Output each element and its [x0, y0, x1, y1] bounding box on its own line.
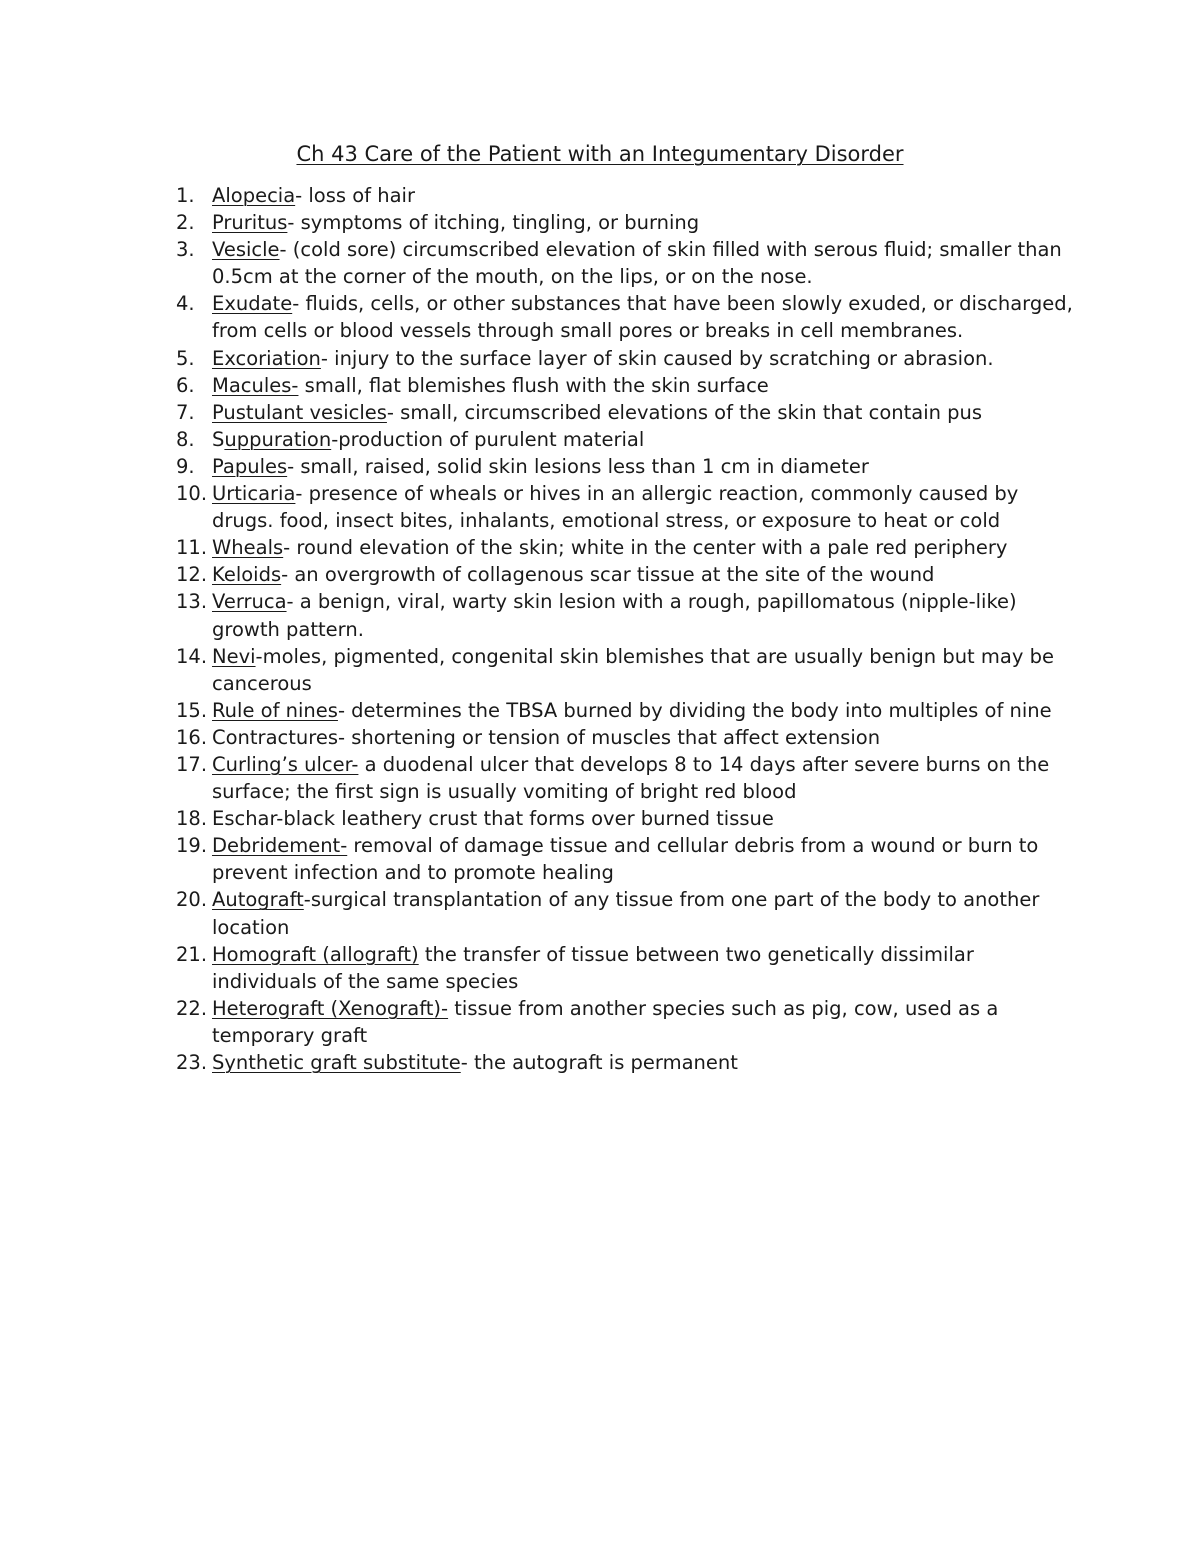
list-item: [176, 751, 1076, 805]
item-number: 11.: [176, 536, 208, 560]
term-text: Alopecia: [212, 184, 296, 207]
list-item: [176, 399, 1076, 426]
list-item: [176, 995, 1076, 1049]
term-text: Homograft (allograft): [212, 942, 419, 966]
term-text: Urticaria: [212, 482, 296, 506]
definition-text: - (cold sore) circumscribed elevation of skin filled with serous fluid; smaller than 0.5cm at the corner of the mouth, on the lips, or on the nose.: [212, 238, 1062, 289]
list-item: [176, 886, 1076, 940]
definition-text: -surgical transplantation of any tissue from one part of the body to another location: [212, 888, 1040, 939]
term-text: Synthetic graft substitute: [212, 1051, 461, 1074]
item-number: 15.: [176, 698, 208, 722]
item-number: 17.: [176, 752, 208, 776]
definition-text: - injury to the surface layer of skin caused by scratching or abrasion.: [320, 346, 994, 370]
item-number: 10.: [176, 482, 208, 506]
list-item: [176, 534, 1076, 561]
term-text: Wheals: [212, 536, 284, 560]
term-text: Nevi: [212, 644, 256, 668]
item-number: 18.: [176, 807, 208, 831]
term-text: Pruritus: [212, 211, 288, 235]
term-text: Rule of nines: [212, 698, 338, 722]
item-number: 20.: [176, 888, 208, 912]
item-number: 14.: [176, 644, 208, 668]
item-number: 7.: [176, 400, 195, 424]
definition-text: a duodenal ulcer that develops 8 to 14 days after severe burns on the surface; the first sign is usually vomiting of bright red blood: [212, 752, 1050, 804]
definition-text: the transfer of tissue between two genetically dissimilar individuals of the same species: [212, 942, 974, 993]
definition-text: - round elevation of the skin; white in the center with a pale red periphery: [283, 536, 1008, 560]
definition-text: - presence of wheals or hives in an allergic reaction, commonly caused by drugs. food, insect bites, inhalants, emotional stress, or exposure to heat or cold: [212, 482, 1019, 533]
definition-text: tissue from another species such as pig, cow, used as a temporary graft: [212, 996, 999, 1047]
list-item: [176, 643, 1076, 697]
definition-list: [176, 182, 1076, 1076]
list-item: [176, 236, 1076, 290]
item-number: 19.: [176, 834, 208, 858]
definition-text: - loss of hair: [295, 184, 415, 207]
item-text: S: [212, 427, 225, 451]
list-item: [176, 832, 1076, 886]
item-number: 4.: [176, 292, 195, 316]
item-number: 2.: [176, 211, 195, 235]
item-text: Contractures- shortening or tension of muscles that affect extension: [212, 725, 881, 749]
definition-text: small, flat blemishes flush with the skin surface: [298, 373, 769, 397]
list-item: [176, 345, 1076, 372]
list-item: [176, 426, 1076, 453]
item-text: Eschar-black leathery crust that forms over burned tissue: [212, 807, 774, 831]
page-title: Ch 43 Care of the Patient with an Integumentary Disorder: [296, 142, 904, 166]
term-text: Pustulant vesicles: [212, 400, 387, 424]
term-text: Excoriation: [212, 346, 321, 370]
list-item: [176, 1049, 1076, 1076]
list-item: [176, 941, 1076, 995]
list-item: [176, 805, 1076, 832]
definition-text: - determines the TBSA burned by dividing the body into multiples of nine: [337, 698, 1052, 722]
list-item: [176, 588, 1076, 642]
item-number: 5.: [176, 346, 195, 370]
term-text: Keloids: [212, 563, 282, 587]
definition-text: -production of purulent material: [331, 427, 645, 451]
list-item: [176, 697, 1076, 724]
item-number: 1.: [176, 184, 195, 207]
list-item: [176, 372, 1076, 399]
item-number: 8.: [176, 427, 195, 451]
definition-text: - small, raised, solid skin lesions less than 1 cm in diameter: [287, 454, 869, 478]
list-item: [176, 561, 1076, 588]
item-number: 22.: [176, 996, 208, 1020]
definition-text: removal of damage tissue and cellular debris from a wound or burn to prevent infection and to promote healing: [212, 834, 1039, 885]
definition-text: -moles, pigmented, congenital skin blemishes that are usually benign but may be cancerous: [212, 644, 1054, 695]
list-item: [176, 453, 1076, 480]
list-item: [176, 480, 1076, 534]
definition-text: - fluids, cells, or other substances that have been slowly exuded, or discharged, from cells or blood vessels through small pores or breaks in cell membranes.: [212, 292, 1073, 343]
term-text: Exudate: [212, 292, 293, 316]
list-item: [176, 182, 1076, 209]
term-text: Papules: [212, 454, 288, 478]
definition-text: - symptoms of itching, tingling, or burning: [287, 211, 700, 235]
definition-text: - the autograft is permanent: [460, 1051, 738, 1074]
list-item: [176, 290, 1076, 344]
item-number: 6.: [176, 373, 195, 397]
term-text: Macules-: [212, 373, 299, 397]
item-number: 21.: [176, 942, 208, 966]
item-number: 16.: [176, 725, 208, 749]
list-item: [176, 724, 1076, 751]
definition-text: - an overgrowth of collagenous scar tissue at the site of the wound: [281, 563, 935, 587]
item-number: 3.: [176, 238, 195, 262]
item-number: 13.: [176, 590, 208, 614]
term-text: Vesicle: [212, 238, 280, 262]
term-text: Heterograft (Xenograft)-: [212, 996, 449, 1020]
list-item: [176, 209, 1076, 236]
term-text: Verruca: [212, 590, 287, 614]
definition-text: - a benign, viral, warty skin lesion with a rough, papillomatous (nipple-like) growth pattern.: [212, 590, 1017, 641]
term-text: Autograft: [212, 888, 304, 912]
term-text: Curling’s ulcer-: [212, 752, 359, 776]
term-text: Debridement-: [212, 834, 348, 858]
term-text: uppuration: [224, 427, 332, 451]
item-number: 23.: [176, 1051, 208, 1074]
definition-text: - small, circumscribed elevations of the skin that contain pus: [386, 400, 983, 424]
item-number: 9.: [176, 454, 195, 478]
item-number: 12.: [176, 563, 208, 587]
